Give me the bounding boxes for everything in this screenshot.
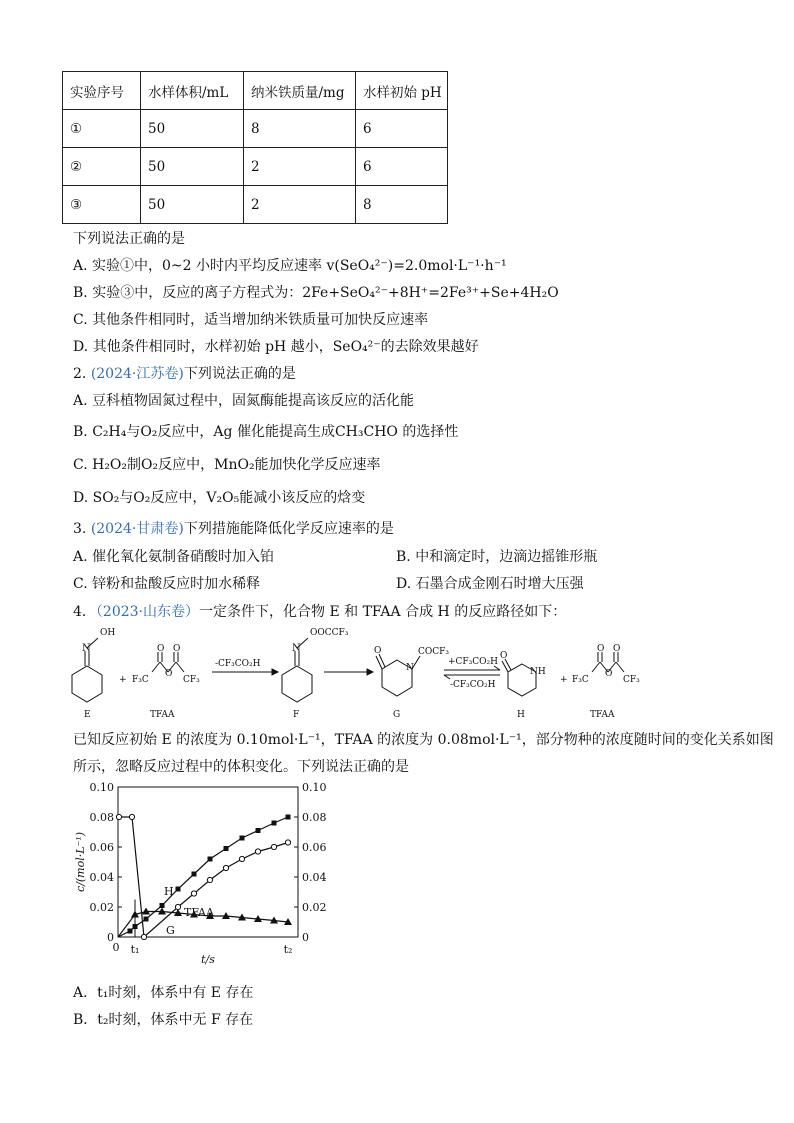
cf3-label: CF₃ [183,675,200,685]
question-stem: 下列说法正确的是 [73,231,185,247]
x-axis-label: t/s [201,953,215,966]
option-d: D. SO₂与O₂反应中，V₂O₅能减小该反应的焓变 [73,490,366,506]
y-tick-label: 0.04 [89,871,114,884]
compound-tfaa [572,644,640,720]
option-d: D. 石墨合成金刚石时增大压强 [396,576,584,592]
question-4 [73,601,566,621]
option-c: C. H₂O₂制O₂反应中，MnO₂能加快化学反应速率 [73,457,381,473]
data-point-tfaa [141,934,146,939]
data-point-h [286,815,291,820]
compound-g [374,646,449,720]
data-point-h [224,846,229,851]
x-tick-label: t₂ [283,943,293,956]
table-cell: ③ [63,186,141,224]
arrow-head [367,669,373,675]
series-label-tfaa: TFAA [184,906,214,919]
label-e: E [84,710,91,720]
question-number: 3. [73,521,87,537]
option-a: A．t₁时刻，体系中有 E 存在 [73,985,254,1001]
question-number: 2. [73,366,87,382]
data-point-tfaa [191,891,196,896]
y-tick-label-right: 0.06 [302,841,327,854]
o-atom-label: O [500,651,508,661]
data-point-tfaa [116,814,121,819]
question-stem: 下列措施能降低化学反应速率的是 [183,521,394,537]
equilibrium-label-top: +CF₃CO₂H [448,657,499,667]
n-atom-label: N [406,663,414,673]
label-tfaa: TFAA [150,710,175,720]
option-b: B. 实验③中，反应的离子方程式为：2Fe+SeO₄²⁻+8H⁺=2Fe³⁺+Se+4H₂O [73,285,559,301]
data-point-h [256,828,261,833]
data-point-h [272,821,277,826]
y-axis-label: c/(mol·L⁻¹) [74,831,87,893]
table-header: 水样初始 pH [356,72,448,110]
o-atom-label: O [173,644,181,654]
compound-e [72,628,115,720]
question-stem: 一定条件下，化合物 E 和 TFAA 合成 H 的反应路径如下： [199,604,567,620]
y-tick-label: 0.08 [89,811,114,824]
option-d: D. 其他条件相同时，水样初始 pH 越小，SeO₄²⁻的去除效果越好 [73,339,479,355]
y-tick-label: 0.02 [89,901,114,914]
data-point-h [176,887,181,892]
x-tick-label: 0 [112,941,120,954]
data-point-tfaa [175,904,180,909]
data-point-tfaa [223,865,228,870]
oh-label: OH [100,628,116,638]
y-tick-label-right: 0.10 [302,782,327,794]
data-point-h [133,924,138,929]
data-point-tfaa [271,844,276,849]
table-cell: 2 [244,186,356,224]
data-point-h [240,836,245,841]
label-h: H [517,710,525,720]
table-header: 纳米铁质量/mg [244,72,356,110]
table-cell: 8 [244,110,356,148]
series-label-g: G [166,924,175,937]
question-3 [73,518,394,538]
y-tick-label: 0.06 [89,841,114,854]
y-tick-label: 0.10 [89,782,114,794]
y-tick-label: 0 [107,931,114,944]
question-2 [73,363,296,383]
question-source: (2024·甘肃卷) [90,521,184,537]
table-cell: ② [63,148,141,186]
series-label-h: H [164,885,174,898]
plus-sign: + [119,675,127,685]
x-tick-label: t₁ [130,943,140,956]
o-atom-label: O [613,644,621,654]
f3c-label: F₃C [132,675,149,685]
table-header: 实验序号 [63,72,141,110]
question-number: 4． [73,604,96,620]
n-atom-label: N [292,643,301,654]
table-cell: 2 [244,148,356,186]
data-point-tfaa [239,856,244,861]
option-c: C. 其他条件相同时，适当增加纳米铁质量可加快反应速率 [73,312,429,328]
equilibrium-label-bottom: -CF₃CO₂H [450,680,496,690]
option-a: A. 实验①中，0~2 小时内平均反应速率 v(SeO₄²⁻)=2.0mol·L⁻¹·h⁻¹ [73,258,507,274]
table-cell: 50 [141,148,244,186]
question-text: 已知反应初始 E 的浓度为 0.10mol·L⁻¹，TFAA 的浓度为 0.08mol·L⁻¹，部分物种的浓度随时间的变化关系如图 [73,732,774,748]
table-cell: ① [63,110,141,148]
table-cell: 6 [356,148,448,186]
option-b: B. C₂H₄与O₂反应中，Ag 催化能提高生成CH₃CHO 的选择性 [73,424,459,440]
question-source: (2024·江苏卷) [90,366,184,382]
compound-tfaa [132,644,200,720]
o-atom-label: O [374,646,382,656]
table-header: 水样体积/mL [141,72,244,110]
y-tick-label-right: 0.02 [302,901,327,914]
f3c-label: F₃C [572,675,589,685]
data-point-tfaa [207,877,212,882]
n-atom-label: N [82,643,91,654]
table-cell: 50 [141,110,244,148]
option-a: A. 催化氧化氨制备硝酸时加入铂 [73,549,275,565]
experiment-table [62,71,448,224]
cf3-label: CF₃ [623,675,640,685]
data-point-h [192,872,197,877]
data-point-h [128,929,133,934]
reaction-scheme [62,624,742,724]
compound-f [282,628,349,720]
data-point-tfaa [255,849,260,854]
table-cell: 8 [356,186,448,224]
o-atom-label: O [165,669,173,679]
table-row [63,148,448,186]
o-atom-label: O [597,644,605,654]
option-b: B. 中和滴定时，边滴边摇锥形瓶 [396,549,598,565]
table-cell: 6 [356,110,448,148]
plus-sign: + [560,675,568,685]
table-header-row [63,72,448,110]
data-point-h [160,903,165,908]
concentration-chart [70,782,340,972]
data-point-h [144,917,149,922]
option-a: A. 豆科植物固氮过程中，固氮酶能提高该反应的活化能 [73,393,415,409]
label-g: G [393,710,401,720]
question-source: （2023·山东卷） [95,604,200,620]
table-row [63,110,448,148]
o-atom-label: O [605,669,613,679]
data-point-tfaa [129,814,134,819]
option-c: C. 锌粉和盐酸反应时加水稀释 [73,576,261,592]
nh-label: NH [530,667,546,677]
table-row [63,186,448,224]
y-tick-label-right: 0 [302,931,309,944]
table-cell: 50 [141,186,244,224]
y-tick-label-right: 0.08 [302,811,327,824]
label-tfaa: TFAA [590,710,615,720]
y-tick-label-right: 0.04 [302,871,327,884]
option-b: B．t₂时刻，体系中无 F 存在 [73,1012,254,1028]
data-point-h [208,857,213,862]
arrow-head [272,669,278,675]
compound-h [500,651,546,720]
arrow-label: -CF₃CO₂H [215,659,261,669]
data-point-tfaa [285,840,290,845]
cocf3-label: COCF₃ [418,647,450,657]
label-f: F [293,710,300,720]
question-text: 所示，忽略反应过程中的体积变化。下列说法正确的是 [73,759,409,775]
o-atom-label: O [157,644,165,654]
question-stem: 下列说法正确的是 [183,366,296,382]
oocf3-label: OOCCF₃ [310,628,349,638]
